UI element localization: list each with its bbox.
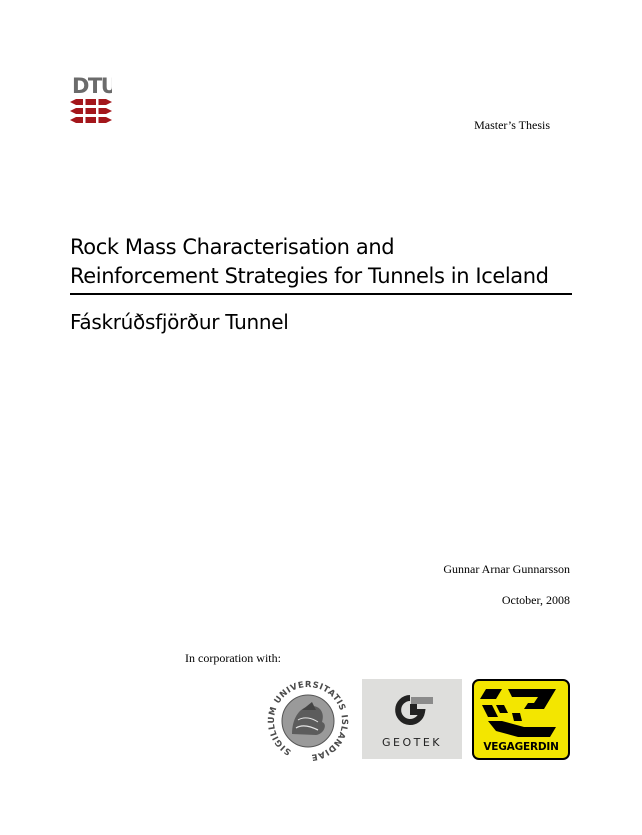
document-type: Master’s Thesis: [474, 118, 550, 132]
university-of-iceland-seal-icon: [262, 680, 354, 762]
vegagerdin-logo-icon: [472, 679, 570, 760]
author-name: Gunnar Arnar Gunnarsson: [443, 562, 570, 576]
thesis-title: [70, 233, 572, 295]
thesis-date: October, 2008: [501, 593, 570, 607]
svg-text:SIGILLUM UNIVERSITATIS ISLANDI: SIGILLUM UNIVERSITATIS ISLANDIAE: [266, 680, 350, 762]
vegagerdin-label: VEGAGERDIN: [483, 741, 559, 753]
geotek-label: GEOTEK: [381, 736, 442, 749]
title-line-1: Rock Mass Characterisation and: [70, 235, 395, 259]
dtu-logo-icon: [70, 73, 112, 131]
title-divider: [70, 293, 572, 295]
partners-intro: In corporation with:: [185, 651, 281, 665]
thesis-subtitle: Fáskrúðsfjörður Tunnel: [70, 310, 289, 334]
title-line-2: Reinforcement Strategies for Tunnels in Iceland: [70, 264, 549, 288]
geotek-logo-icon: [362, 679, 462, 759]
dtu-logo-text: DTU: [72, 74, 112, 98]
